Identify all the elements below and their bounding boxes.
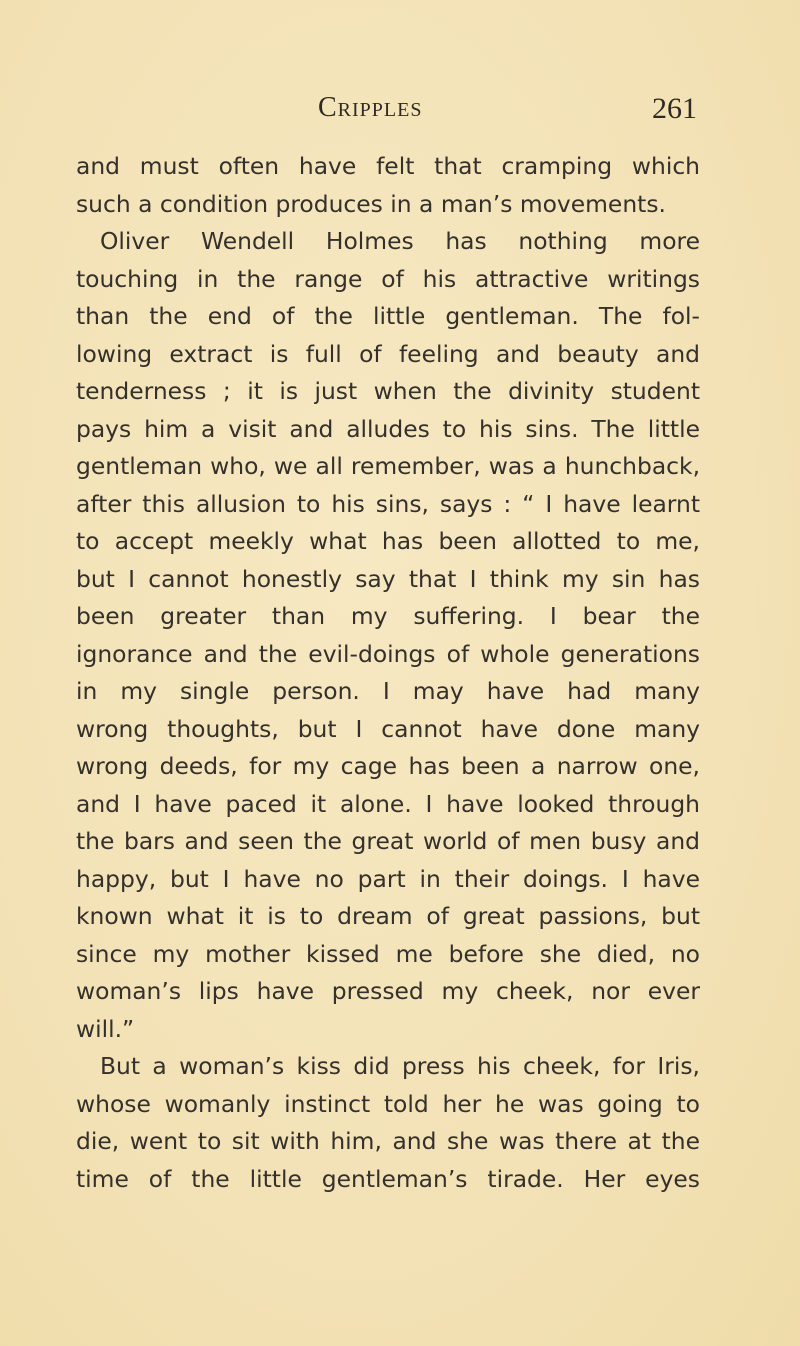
text-line: will.”	[76, 1014, 135, 1043]
text-line: such a condition produces in a man’s movements.	[76, 189, 666, 218]
text-line: and must often have felt that cramping which	[76, 152, 700, 180]
text-line: but I cannot honestly say that I think my sin has	[76, 564, 700, 593]
text-line: since my mother kissed me before she died, no	[76, 939, 700, 968]
text-line: gentleman who, we all remember, was a hunchback,	[76, 452, 700, 480]
text-line: and I have paced it alone. I have looked through	[76, 789, 700, 818]
text-line: Oliver Wendell Holmes has nothing more	[100, 227, 700, 255]
text-line: to accept meekly what has been allotted to me,	[76, 527, 700, 555]
text-line: tenderness ; it is just when the divinity student	[76, 377, 700, 405]
chapter-title: Cripples	[318, 92, 423, 123]
text-line: die, went to sit with him, and she was there at the	[76, 1127, 700, 1155]
text-line: pays him a visit and alludes to his sins. The little	[76, 414, 700, 443]
text-line: than the end of the little gentleman. The fol-	[76, 302, 700, 330]
page-number: 261	[652, 92, 697, 125]
text-line: whose womanly instinct told her he was going to	[76, 1089, 700, 1118]
text-line: known what it is to dream of great passions, but	[76, 902, 700, 930]
text-line: woman’s lips have pressed my cheek, nor ever	[76, 977, 700, 1005]
text-line: touching in the range of his attractive writings	[76, 264, 700, 293]
text-line: wrong thoughts, but I cannot have done many	[76, 714, 700, 743]
body-text	[76, 148, 700, 1198]
text-line: the bars and seen the great world of men busy and	[76, 827, 700, 855]
text-line: time of the little gentleman’s tirade. Her eyes	[76, 1164, 700, 1193]
text-line: in my single person. I may have had many	[76, 677, 700, 705]
text-line: been greater than my suffering. I bear the	[76, 602, 700, 630]
text-line: wrong deeds, for my cage has been a narrow one,	[76, 752, 700, 780]
text-line: But a woman’s kiss did press his cheek, for Iris,	[100, 1052, 700, 1080]
text-line: ignorance and the evil-doings of whole generations	[76, 639, 700, 668]
text-line: lowing extract is full of feeling and beauty and	[76, 339, 700, 368]
text-line: after this allusion to his sins, says : “ I have learnt	[76, 489, 700, 518]
running-head	[0, 92, 800, 132]
text-line: happy, but I have no part in their doings. I have	[76, 864, 700, 893]
